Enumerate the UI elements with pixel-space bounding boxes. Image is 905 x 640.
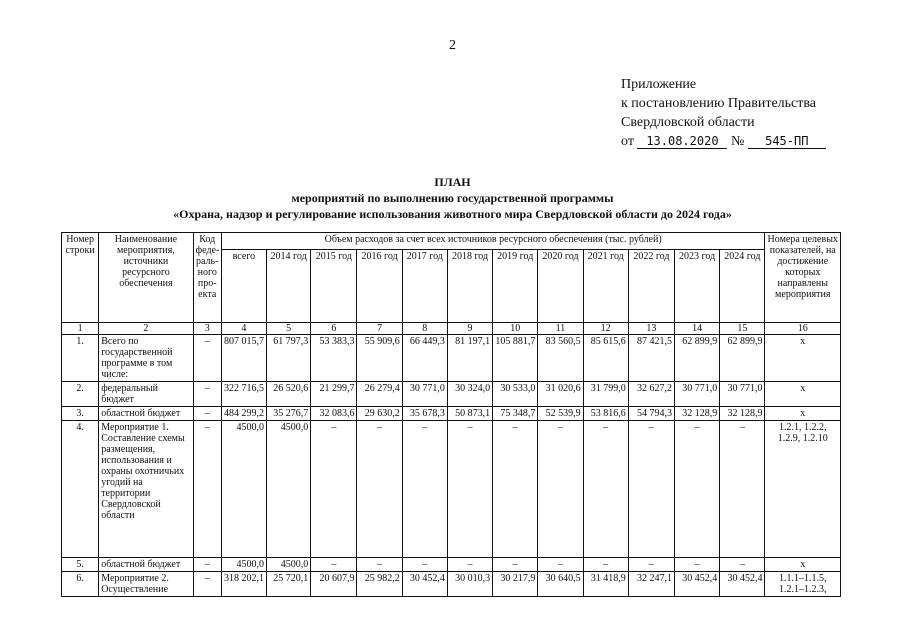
row-year-value: 53 383,3 xyxy=(311,335,357,382)
table-row xyxy=(62,407,841,421)
title-line-2: мероприятий по выполнению государственной программы xyxy=(291,191,614,205)
row-year-value: 54 794,3 xyxy=(628,407,674,421)
row-name: областной бюджет xyxy=(99,558,193,572)
row-year-value: 30 010,3 xyxy=(447,572,492,597)
row-code: – xyxy=(193,335,221,382)
row-year-value: – xyxy=(447,558,492,572)
row-year-value: 26 520,6 xyxy=(267,382,311,407)
header-year: 2023 год xyxy=(675,250,720,323)
row-year-value: 52 539,9 xyxy=(538,407,583,421)
table-row xyxy=(62,382,841,407)
table-row xyxy=(62,558,841,572)
row-year-value: 30 640,5 xyxy=(538,572,583,597)
row-total: 807 015,7 xyxy=(221,335,266,382)
row-year-value: 29 630,2 xyxy=(357,407,402,421)
row-year-value: – xyxy=(447,421,492,558)
row-year-value: – xyxy=(311,558,357,572)
row-code: – xyxy=(193,382,221,407)
row-year-value: 66 449,3 xyxy=(402,335,447,382)
row-year-value: – xyxy=(357,421,402,558)
column-number: 8 xyxy=(402,323,447,335)
header-targets: Номера целевых показателей, на достижение которых направлены мероприятия xyxy=(765,233,841,323)
row-name: Мероприятие 1. Составление схемы размещения, использования и охраны охотничьих угодий на территории Свердловской области xyxy=(99,421,193,558)
row-year-value: 32 627,2 xyxy=(628,382,674,407)
row-year-value: – xyxy=(583,421,628,558)
header-year: 2015 год xyxy=(311,250,357,323)
row-total: 484 299,2 xyxy=(221,407,266,421)
row-year-value: 32 247,1 xyxy=(628,572,674,597)
row-year-value: 25 720,1 xyxy=(267,572,311,597)
row-targets: х xyxy=(765,558,841,572)
header-year: 2019 год xyxy=(493,250,538,323)
table-row xyxy=(62,335,841,382)
header-total: всего xyxy=(221,250,266,323)
row-total: 4500,0 xyxy=(221,558,266,572)
row-year-value: 87 421,5 xyxy=(628,335,674,382)
row-number: 5. xyxy=(62,558,99,572)
column-number: 13 xyxy=(628,323,674,335)
row-year-value: – xyxy=(493,421,538,558)
row-year-value: 4500,0 xyxy=(267,558,311,572)
appendix-line-1: Приложение xyxy=(621,77,697,92)
row-year-value: 105 881,7 xyxy=(493,335,538,382)
row-code: – xyxy=(193,421,221,558)
column-number-row xyxy=(62,323,841,335)
number-prefix: № xyxy=(730,134,745,149)
column-number: 1 xyxy=(62,323,99,335)
row-targets: х xyxy=(765,407,841,421)
header-year: 2014 год xyxy=(267,250,311,323)
row-year-value: 30 217,9 xyxy=(493,572,538,597)
row-year-value: 31 799,0 xyxy=(583,382,628,407)
row-year-value: 75 348,7 xyxy=(493,407,538,421)
date-prefix: от xyxy=(621,134,634,149)
row-year-value: 62 899,9 xyxy=(720,335,765,382)
row-year-value: 35 276,7 xyxy=(267,407,311,421)
row-name: Всего по государственной программе в том числе: xyxy=(99,335,193,382)
row-year-value: 30 533,0 xyxy=(493,382,538,407)
column-number: 12 xyxy=(583,323,628,335)
row-year-value: – xyxy=(720,558,765,572)
row-number: 2. xyxy=(62,382,99,407)
row-year-value: 30 771,0 xyxy=(402,382,447,407)
column-number: 15 xyxy=(720,323,765,335)
row-year-value: – xyxy=(675,421,720,558)
column-number: 5 xyxy=(267,323,311,335)
row-targets: 1.2.1, 1.2.2, 1.2.9, 1.2.10 xyxy=(765,421,841,558)
row-year-value: 31 020,6 xyxy=(538,382,583,407)
appendix-date-line xyxy=(621,132,826,151)
header-year: 2016 год xyxy=(357,250,402,323)
row-year-value: – xyxy=(675,558,720,572)
row-total: 318 202,1 xyxy=(221,572,266,597)
row-year-value: – xyxy=(357,558,402,572)
column-number: 9 xyxy=(447,323,492,335)
resolution-number: 545-ПП xyxy=(748,134,826,149)
document-title xyxy=(0,174,905,222)
row-year-value: 62 899,9 xyxy=(675,335,720,382)
column-number: 7 xyxy=(357,323,402,335)
column-number: 14 xyxy=(675,323,720,335)
row-year-value: 85 615,6 xyxy=(583,335,628,382)
row-year-value: 61 797,3 xyxy=(267,335,311,382)
column-number: 11 xyxy=(538,323,583,335)
row-number: 4. xyxy=(62,421,99,558)
row-year-value: – xyxy=(628,558,674,572)
column-number: 16 xyxy=(765,323,841,335)
row-targets: х xyxy=(765,382,841,407)
row-year-value: – xyxy=(493,558,538,572)
row-year-value: 81 197,1 xyxy=(447,335,492,382)
row-name: Мероприятие 2. Осуществление xyxy=(99,572,193,597)
row-total: 4500,0 xyxy=(221,421,266,558)
header-year: 2022 год xyxy=(628,250,674,323)
row-year-value: 55 909,6 xyxy=(357,335,402,382)
row-year-value: 35 678,3 xyxy=(402,407,447,421)
row-year-value: 50 873,1 xyxy=(447,407,492,421)
row-year-value: 32 128,9 xyxy=(675,407,720,421)
title-line-3: «Охрана, надзор и регулирование использования животного мира Свердловской области до 2024 года» xyxy=(173,207,732,221)
title-line-1: ПЛАН xyxy=(434,175,471,189)
row-year-value: 26 279,4 xyxy=(357,382,402,407)
appendix-block xyxy=(621,75,826,151)
header-year: 2021 год xyxy=(583,250,628,323)
header-year: 2017 год xyxy=(402,250,447,323)
column-number: 3 xyxy=(193,323,221,335)
row-year-value: 21 299,7 xyxy=(311,382,357,407)
row-year-value: 30 771,0 xyxy=(675,382,720,407)
column-number: 6 xyxy=(311,323,357,335)
row-year-value: 30 324,0 xyxy=(447,382,492,407)
row-year-value: 30 452,4 xyxy=(402,572,447,597)
row-code: – xyxy=(193,572,221,597)
row-targets: 1.1.1–1.1.5, 1.2.1–1.2.3, xyxy=(765,572,841,597)
resolution-date: 13.08.2020 xyxy=(637,134,727,149)
row-year-value: – xyxy=(402,558,447,572)
table-row xyxy=(62,572,841,597)
row-year-value: 53 816,6 xyxy=(583,407,628,421)
row-year-value: – xyxy=(538,421,583,558)
header-expenses-group: Объем расходов за счет всех источников ресурсного обеспечения (тыс. рублей) xyxy=(221,233,765,250)
header-year: 2018 год xyxy=(447,250,492,323)
row-year-value: 4500,0 xyxy=(267,421,311,558)
row-year-value: – xyxy=(402,421,447,558)
row-year-value: 83 560,5 xyxy=(538,335,583,382)
page-number: 2 xyxy=(449,38,456,53)
row-code: – xyxy=(193,407,221,421)
row-number: 3. xyxy=(62,407,99,421)
row-year-value: 25 982,2 xyxy=(357,572,402,597)
row-number: 6. xyxy=(62,572,99,597)
row-year-value: 30 771,0 xyxy=(720,382,765,407)
appendix-line-3: Свердловской области xyxy=(621,115,755,130)
appendix-line-2: к постановлению Правительства xyxy=(621,96,817,111)
row-year-value: – xyxy=(311,421,357,558)
header-year: 2020 год xyxy=(538,250,583,323)
row-total: 322 716,5 xyxy=(221,382,266,407)
row-year-value: 20 607,9 xyxy=(311,572,357,597)
row-name: федеральный бюджет xyxy=(99,382,193,407)
plan-table xyxy=(61,232,841,597)
header-name: Наименование мероприятия, источники ресурсного обеспечения xyxy=(99,233,193,323)
column-number: 4 xyxy=(221,323,266,335)
row-year-value: 32 083,6 xyxy=(311,407,357,421)
header-row-number: Номер строки xyxy=(62,233,99,323)
row-year-value: 32 128,9 xyxy=(720,407,765,421)
row-year-value: 30 452,4 xyxy=(675,572,720,597)
row-name: областной бюджет xyxy=(99,407,193,421)
row-year-value: – xyxy=(538,558,583,572)
row-year-value: 31 418,9 xyxy=(583,572,628,597)
header-code: Код феде-раль-ного про-екта xyxy=(193,233,221,323)
row-number: 1. xyxy=(62,335,99,382)
row-year-value: 30 452,4 xyxy=(720,572,765,597)
row-targets: х xyxy=(765,335,841,382)
header-year: 2024 год xyxy=(720,250,765,323)
column-number: 2 xyxy=(99,323,193,335)
table-row xyxy=(62,421,841,558)
row-year-value: – xyxy=(720,421,765,558)
row-year-value: – xyxy=(628,421,674,558)
row-year-value: – xyxy=(583,558,628,572)
column-number: 10 xyxy=(493,323,538,335)
row-code: – xyxy=(193,558,221,572)
